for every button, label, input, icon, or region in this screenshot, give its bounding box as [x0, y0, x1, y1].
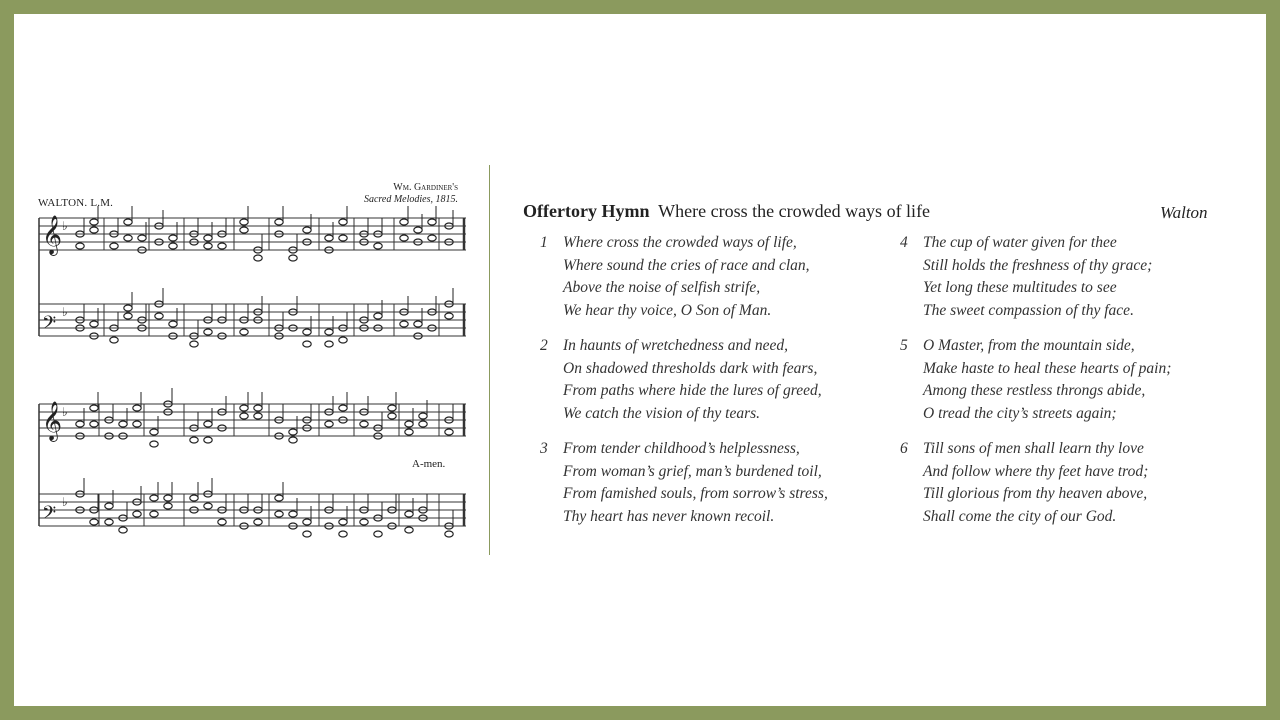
- note-head: [400, 235, 408, 241]
- note-head: [76, 243, 84, 249]
- verse-line: From tender childhood’s helplessness,: [563, 440, 800, 457]
- note-head: [388, 405, 396, 411]
- note-head: [110, 337, 118, 343]
- verse-5: [900, 335, 1172, 426]
- note-head: [374, 243, 382, 249]
- note-head: [445, 429, 453, 435]
- bass-clef-icon: 𝄢: [42, 313, 57, 338]
- note-head: [240, 227, 248, 233]
- note-head: [119, 421, 127, 427]
- treble-clef-icon: 𝄞: [42, 215, 63, 255]
- verse-line: The sweet compassion of thy face.: [923, 302, 1134, 320]
- note-head: [133, 421, 141, 427]
- verse-line: Yet long these multitudes to see: [923, 279, 1117, 297]
- verse-line: Make haste to heal these hearts of pain;: [923, 359, 1172, 377]
- note-head: [138, 235, 146, 241]
- note-head: [428, 219, 436, 225]
- credit-composer: Wm. Gardiner's: [393, 182, 458, 193]
- verse-2: [540, 335, 822, 426]
- note-head: [388, 413, 396, 419]
- verse-3: [540, 438, 828, 529]
- tune-name-label: WALTON. L.M.: [38, 197, 114, 209]
- verse-line: Among these restless throngs abide,: [923, 382, 1146, 400]
- verse-line: O tread the city’s streets again;: [923, 405, 1117, 423]
- verse-line: Till sons of men shall learn thy love: [923, 440, 1144, 457]
- verse-number: 3: [540, 440, 548, 457]
- verse-line: Above the noise of selfish strife,: [563, 279, 761, 297]
- note-head: [204, 421, 212, 427]
- note-head: [150, 429, 158, 435]
- note-head: [303, 531, 311, 537]
- note-head: [325, 421, 333, 427]
- credit-source: Sacred Melodies, 1815.: [363, 194, 458, 205]
- note-head: [190, 341, 198, 347]
- note-head: [405, 527, 413, 533]
- note-head: [419, 413, 427, 419]
- note-head: [419, 421, 427, 427]
- note-head: [360, 421, 368, 427]
- note-head: [150, 441, 158, 447]
- note-head: [124, 305, 132, 311]
- verse-1: [540, 232, 810, 323]
- composer-credit: [364, 182, 458, 206]
- note-head: [289, 255, 297, 261]
- hymn-heading: [523, 201, 930, 222]
- note-head: [169, 321, 177, 327]
- note-head: [133, 511, 141, 517]
- note-head: [150, 495, 158, 501]
- note-head: [303, 519, 311, 525]
- note-head: [105, 519, 113, 525]
- note-head: [150, 511, 158, 517]
- note-head: [405, 429, 413, 435]
- note-head: [325, 341, 333, 347]
- note-head: [339, 337, 347, 343]
- verse-number: 1: [540, 234, 548, 251]
- hymn-title: Where cross the crowded ways of life: [658, 201, 931, 221]
- note-head: [204, 503, 212, 509]
- amen-label: A-men.: [412, 458, 446, 470]
- flat-icon: ♭: [62, 405, 68, 419]
- note-head: [204, 235, 212, 241]
- verse-line: O Master, from the mountain side,: [923, 337, 1135, 354]
- note-head: [240, 219, 248, 225]
- verse-line: In haunts of wretchedness and need,: [563, 337, 788, 354]
- note-head: [325, 329, 333, 335]
- verse-line: We catch the vision of thy tears.: [563, 405, 761, 423]
- verse-line: Where sound the cries of race and clan,: [563, 256, 810, 274]
- note-head: [190, 437, 198, 443]
- bass-clef-icon: 𝄢: [42, 503, 57, 528]
- note-head: [155, 313, 163, 319]
- note-head: [90, 519, 98, 525]
- note-head: [405, 511, 413, 517]
- hymn-label: Offertory Hymn: [523, 201, 650, 221]
- verse-line: Till glorious from thy heaven above,: [923, 485, 1148, 503]
- note-head: [124, 235, 132, 241]
- note-head: [254, 519, 262, 525]
- note-head: [400, 321, 408, 327]
- note-head: [169, 243, 177, 249]
- note-head: [339, 219, 347, 225]
- note-head: [169, 235, 177, 241]
- note-head: [339, 519, 347, 525]
- flat-icon: ♭: [62, 305, 68, 319]
- verse-line: From paths where hide the lures of greed,: [563, 382, 822, 400]
- note-head: [190, 495, 198, 501]
- note-head: [289, 429, 297, 435]
- note-head: [275, 219, 283, 225]
- note-head: [240, 405, 248, 411]
- note-head: [218, 519, 226, 525]
- note-head: [124, 219, 132, 225]
- verse-6: [900, 438, 1149, 529]
- note-head: [445, 531, 453, 537]
- note-head: [110, 243, 118, 249]
- note-head: [400, 219, 408, 225]
- note-head: [90, 421, 98, 427]
- note-head: [119, 527, 127, 533]
- note-head: [124, 313, 132, 319]
- sheet-music: [34, 174, 474, 554]
- note-head: [105, 503, 113, 509]
- note-head: [204, 329, 212, 335]
- verse-line: The cup of water given for thee: [923, 234, 1117, 251]
- note-head: [133, 405, 141, 411]
- note-head: [275, 511, 283, 517]
- verse-number: 2: [540, 337, 548, 354]
- note-head: [218, 243, 226, 249]
- note-head: [303, 329, 311, 335]
- note-head: [240, 329, 248, 335]
- note-head: [325, 235, 333, 241]
- note-head: [90, 219, 98, 225]
- note-head: [303, 341, 311, 347]
- note-head: [164, 495, 172, 501]
- verse-line: On shadowed thresholds dark with fears,: [563, 359, 818, 377]
- tune-name: Walton: [1160, 203, 1208, 222]
- note-head: [289, 511, 297, 517]
- verse-4: [900, 232, 1153, 323]
- note-head: [339, 235, 347, 241]
- treble-clef-icon: 𝄞: [42, 401, 63, 441]
- verse-line: From famished souls, from sorrow’s stress,: [563, 485, 828, 503]
- note-head: [254, 255, 262, 261]
- verse-line: Where cross the crowded ways of life,: [563, 234, 797, 251]
- note-head: [339, 405, 347, 411]
- note-head: [90, 321, 98, 327]
- verse-line: We hear thy voice, O Son of Man.: [563, 302, 772, 320]
- note-head: [339, 531, 347, 537]
- note-head: [303, 227, 311, 233]
- flat-icon: ♭: [62, 495, 68, 509]
- verse-line: Shall come the city of our God.: [923, 508, 1117, 526]
- note-head: [204, 243, 212, 249]
- verse-line: Thy heart has never known recoil.: [563, 508, 775, 526]
- note-head: [254, 405, 262, 411]
- note-head: [204, 437, 212, 443]
- verse-number: 4: [900, 234, 908, 251]
- note-head: [254, 413, 262, 419]
- note-head: [374, 313, 382, 319]
- note-head: [289, 437, 297, 443]
- flat-icon: ♭: [62, 219, 68, 233]
- note-head: [374, 531, 382, 537]
- note-head: [240, 413, 248, 419]
- verse-line: And follow where thy feet have trod;: [923, 462, 1149, 480]
- note-head: [90, 405, 98, 411]
- verse-number: 6: [900, 440, 908, 457]
- note-head: [445, 313, 453, 319]
- verse-number: 5: [900, 337, 908, 354]
- slide: [14, 14, 1266, 706]
- note-head: [360, 519, 368, 525]
- note-head: [76, 421, 84, 427]
- note-head: [414, 227, 422, 233]
- note-head: [164, 503, 172, 509]
- column-divider: [489, 165, 490, 555]
- note-head: [428, 235, 436, 241]
- note-head: [405, 421, 413, 427]
- verse-line: From woman’s grief, man’s burdened toil,: [563, 462, 822, 480]
- note-head: [275, 495, 283, 501]
- note-head: [414, 321, 422, 327]
- verse-line: Still holds the freshness of thy grace;: [923, 256, 1153, 274]
- note-head: [90, 227, 98, 233]
